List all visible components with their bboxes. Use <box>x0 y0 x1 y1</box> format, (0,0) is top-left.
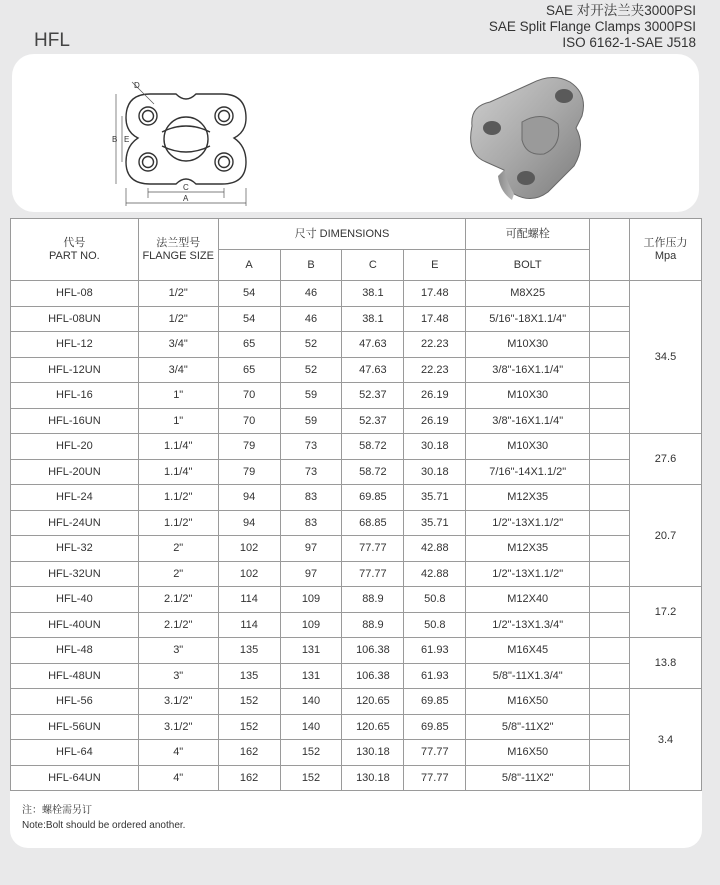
clamp-photo <box>452 66 602 206</box>
cell-blank <box>590 281 630 307</box>
cell-b: 46 <box>280 306 342 332</box>
cell-part: HFL-16 <box>11 383 139 409</box>
cell-part: HFL-32UN <box>11 561 139 587</box>
cell-bolt: 1/2"-13X1.3/4" <box>466 612 590 638</box>
cell-e: 26.19 <box>404 408 466 434</box>
cell-part: HFL-56UN <box>11 714 139 740</box>
cell-blank <box>590 408 630 434</box>
cell-blank <box>590 561 630 587</box>
cell-part: HFL-24 <box>11 485 139 511</box>
cell-b: 109 <box>280 587 342 613</box>
table-row <box>11 281 702 307</box>
table-row <box>11 612 702 638</box>
cell-blank <box>590 689 630 715</box>
table-row <box>11 459 702 485</box>
cell-c: 130.18 <box>342 740 404 766</box>
cell-blank <box>590 332 630 358</box>
cell-b: 140 <box>280 689 342 715</box>
cell-size: 3" <box>138 663 218 689</box>
cell-e: 61.93 <box>404 663 466 689</box>
cell-e: 22.23 <box>404 357 466 383</box>
cell-size: 3/4" <box>138 357 218 383</box>
cell-pressure: 27.6 <box>630 434 702 485</box>
cell-blank <box>590 383 630 409</box>
cell-size: 3" <box>138 638 218 664</box>
cell-e: 17.48 <box>404 281 466 307</box>
cell-size: 2.1/2" <box>138 587 218 613</box>
cell-bolt: M10X30 <box>466 434 590 460</box>
cell-part: HFL-08 <box>11 281 139 307</box>
cell-size: 1.1/2" <box>138 485 218 511</box>
cell-part: HFL-32 <box>11 536 139 562</box>
cell-a: 102 <box>218 536 280 562</box>
cell-part: HFL-24UN <box>11 510 139 536</box>
table-row <box>11 485 702 511</box>
cell-blank <box>590 638 630 664</box>
cell-e: 22.23 <box>404 332 466 358</box>
cell-blank <box>590 306 630 332</box>
cell-size: 1.1/4" <box>138 459 218 485</box>
cell-c: 52.37 <box>342 408 404 434</box>
header-a: A <box>218 250 280 281</box>
cell-bolt: 5/8"-11X1.3/4" <box>466 663 590 689</box>
table-row <box>11 740 702 766</box>
table-row <box>11 434 702 460</box>
cell-bolt: 7/16"-14X1.1/2" <box>466 459 590 485</box>
cell-blank <box>590 459 630 485</box>
cell-pressure: 3.4 <box>630 689 702 791</box>
cell-blank <box>590 357 630 383</box>
spec-sheet <box>10 218 702 848</box>
title-block <box>489 3 696 51</box>
cell-bolt: 5/16"-18X1.1/4" <box>466 306 590 332</box>
cell-size: 3/4" <box>138 332 218 358</box>
cell-a: 135 <box>218 638 280 664</box>
cell-a: 114 <box>218 587 280 613</box>
cell-b: 73 <box>280 459 342 485</box>
cell-part: HFL-64 <box>11 740 139 766</box>
cell-a: 70 <box>218 408 280 434</box>
cell-bolt: M16X50 <box>466 740 590 766</box>
table-row <box>11 510 702 536</box>
cell-c: 38.1 <box>342 281 404 307</box>
cell-b: 109 <box>280 612 342 638</box>
cell-c: 68.85 <box>342 510 404 536</box>
cell-a: 70 <box>218 383 280 409</box>
cell-e: 30.18 <box>404 459 466 485</box>
header-e: E <box>404 250 466 281</box>
header-pressure: 工作压力 Mpa <box>630 219 702 281</box>
cell-bolt: 5/8"-11X2" <box>466 714 590 740</box>
label-a: A <box>183 194 189 203</box>
cell-size: 1" <box>138 408 218 434</box>
table-row <box>11 663 702 689</box>
cell-size: 1.1/2" <box>138 510 218 536</box>
cell-c: 47.63 <box>342 357 404 383</box>
cell-blank <box>590 612 630 638</box>
cell-c: 120.65 <box>342 714 404 740</box>
table-row <box>11 689 702 715</box>
cell-a: 54 <box>218 281 280 307</box>
cell-part: HFL-20 <box>11 434 139 460</box>
table-row <box>11 536 702 562</box>
product-code: HFL <box>34 30 70 51</box>
note-cn: 注：螺栓需另订 <box>22 805 92 816</box>
header-flange-size: 法兰型号 FLANGE SIZE <box>138 219 218 281</box>
cell-a: 65 <box>218 332 280 358</box>
cell-blank <box>590 740 630 766</box>
cell-a: 65 <box>218 357 280 383</box>
cell-bolt: M10X30 <box>466 332 590 358</box>
cell-blank <box>590 434 630 460</box>
table-row <box>11 714 702 740</box>
cell-bolt: M12X40 <box>466 587 590 613</box>
label-c: C <box>183 183 189 192</box>
cell-a: 152 <box>218 714 280 740</box>
cell-blank <box>590 714 630 740</box>
header-blank <box>590 219 630 281</box>
cell-c: 88.9 <box>342 587 404 613</box>
cell-a: 162 <box>218 740 280 766</box>
cell-e: 30.18 <box>404 434 466 460</box>
cell-a: 114 <box>218 612 280 638</box>
cell-b: 97 <box>280 561 342 587</box>
cell-e: 77.77 <box>404 765 466 791</box>
header-b: B <box>280 250 342 281</box>
header-bolt-cn: 可配螺栓 <box>466 219 590 250</box>
cell-bolt: 3/8"-16X1.1/4" <box>466 408 590 434</box>
cell-part: HFL-56 <box>11 689 139 715</box>
header-part-no: 代号 PART NO. <box>11 219 139 281</box>
table-row <box>11 306 702 332</box>
cell-bolt: 1/2"-13X1.1/2" <box>466 510 590 536</box>
cell-a: 102 <box>218 561 280 587</box>
cell-c: 58.72 <box>342 459 404 485</box>
table-row <box>11 332 702 358</box>
cell-a: 54 <box>218 306 280 332</box>
cell-size: 1" <box>138 383 218 409</box>
cell-e: 50.8 <box>404 612 466 638</box>
cell-b: 59 <box>280 408 342 434</box>
cell-c: 52.37 <box>342 383 404 409</box>
cell-bolt: M16X45 <box>466 638 590 664</box>
cell-bolt: 3/8"-16X1.1/4" <box>466 357 590 383</box>
cell-e: 42.88 <box>404 561 466 587</box>
cell-pressure: 17.2 <box>630 587 702 638</box>
cell-c: 69.85 <box>342 485 404 511</box>
cell-e: 42.88 <box>404 536 466 562</box>
cell-blank <box>590 536 630 562</box>
table-row <box>11 638 702 664</box>
cell-c: 106.38 <box>342 663 404 689</box>
cell-c: 88.9 <box>342 612 404 638</box>
spec-table <box>10 218 702 791</box>
cell-b: 97 <box>280 536 342 562</box>
title-cn: SAE 对开法兰夹3000PSI <box>545 3 696 18</box>
cell-b: 52 <box>280 357 342 383</box>
cell-e: 77.77 <box>404 740 466 766</box>
cell-a: 94 <box>218 485 280 511</box>
cell-e: 35.71 <box>404 510 466 536</box>
cell-c: 77.77 <box>342 536 404 562</box>
cell-size: 3.1/2" <box>138 689 218 715</box>
cell-part: HFL-12UN <box>11 357 139 383</box>
cell-size: 2" <box>138 561 218 587</box>
cell-c: 58.72 <box>342 434 404 460</box>
cell-b: 131 <box>280 638 342 664</box>
cell-b: 46 <box>280 281 342 307</box>
cell-b: 131 <box>280 663 342 689</box>
cell-size: 4" <box>138 765 218 791</box>
cell-bolt: 5/8"-11X2" <box>466 765 590 791</box>
cell-size: 1/2" <box>138 281 218 307</box>
title-en: SAE Split Flange Clamps 3000PSI <box>488 19 696 34</box>
cell-b: 73 <box>280 434 342 460</box>
cell-a: 79 <box>218 459 280 485</box>
cell-part: HFL-64UN <box>11 765 139 791</box>
cell-part: HFL-48UN <box>11 663 139 689</box>
cell-part: HFL-12 <box>11 332 139 358</box>
label-b: B <box>112 135 118 144</box>
cell-size: 2.1/2" <box>138 612 218 638</box>
table-row <box>11 408 702 434</box>
cell-e: 50.8 <box>404 587 466 613</box>
table-row <box>11 561 702 587</box>
table-row <box>11 357 702 383</box>
cell-size: 1/2" <box>138 306 218 332</box>
cell-blank <box>590 663 630 689</box>
cell-e: 17.48 <box>404 306 466 332</box>
cell-e: 61.93 <box>404 638 466 664</box>
header-dimensions: 尺寸 DIMENSIONS <box>218 219 466 250</box>
cell-b: 83 <box>280 485 342 511</box>
cell-e: 69.85 <box>404 689 466 715</box>
cell-bolt: 1/2"-13X1.1/2" <box>466 561 590 587</box>
cell-c: 130.18 <box>342 765 404 791</box>
note-en: Note:Bolt should be ordered another. <box>22 820 186 831</box>
dimension-drawing <box>110 76 280 206</box>
table-row <box>11 765 702 791</box>
cell-part: HFL-16UN <box>11 408 139 434</box>
cell-bolt: M12X35 <box>466 536 590 562</box>
cell-blank <box>590 765 630 791</box>
cell-b: 152 <box>280 740 342 766</box>
cell-c: 106.38 <box>342 638 404 664</box>
cell-pressure: 34.5 <box>630 281 702 434</box>
standard-label: ISO 6162-1-SAE J518 <box>562 35 696 50</box>
cell-b: 52 <box>280 332 342 358</box>
header-c: C <box>342 250 404 281</box>
table-row <box>11 587 702 613</box>
cell-a: 135 <box>218 663 280 689</box>
cell-blank <box>590 510 630 536</box>
cell-c: 77.77 <box>342 561 404 587</box>
cell-size: 2" <box>138 536 218 562</box>
cell-c: 120.65 <box>342 689 404 715</box>
cell-e: 35.71 <box>404 485 466 511</box>
cell-a: 152 <box>218 689 280 715</box>
cell-blank <box>590 587 630 613</box>
cell-bolt: M12X35 <box>466 485 590 511</box>
cell-part: HFL-08UN <box>11 306 139 332</box>
header-bolt-en: BOLT <box>466 250 590 281</box>
cell-part: HFL-48 <box>11 638 139 664</box>
cell-size: 4" <box>138 740 218 766</box>
figure-panel <box>12 54 699 212</box>
cell-c: 38.1 <box>342 306 404 332</box>
cell-b: 59 <box>280 383 342 409</box>
cell-b: 83 <box>280 510 342 536</box>
cell-size: 3.1/2" <box>138 714 218 740</box>
cell-a: 79 <box>218 434 280 460</box>
cell-blank <box>590 485 630 511</box>
cell-bolt: M10X30 <box>466 383 590 409</box>
label-d: D <box>134 81 140 90</box>
cell-c: 47.63 <box>342 332 404 358</box>
cell-b: 140 <box>280 714 342 740</box>
label-e: E <box>124 135 130 144</box>
cell-pressure: 20.7 <box>630 485 702 587</box>
cell-b: 152 <box>280 765 342 791</box>
cell-size: 1.1/4" <box>138 434 218 460</box>
cell-part: HFL-20UN <box>11 459 139 485</box>
cell-bolt: M8X25 <box>466 281 590 307</box>
cell-e: 26.19 <box>404 383 466 409</box>
cell-part: HFL-40 <box>11 587 139 613</box>
cell-a: 162 <box>218 765 280 791</box>
cell-pressure: 13.8 <box>630 638 702 689</box>
cell-e: 69.85 <box>404 714 466 740</box>
cell-part: HFL-40UN <box>11 612 139 638</box>
cell-bolt: M16X50 <box>466 689 590 715</box>
table-row <box>11 383 702 409</box>
cell-a: 94 <box>218 510 280 536</box>
